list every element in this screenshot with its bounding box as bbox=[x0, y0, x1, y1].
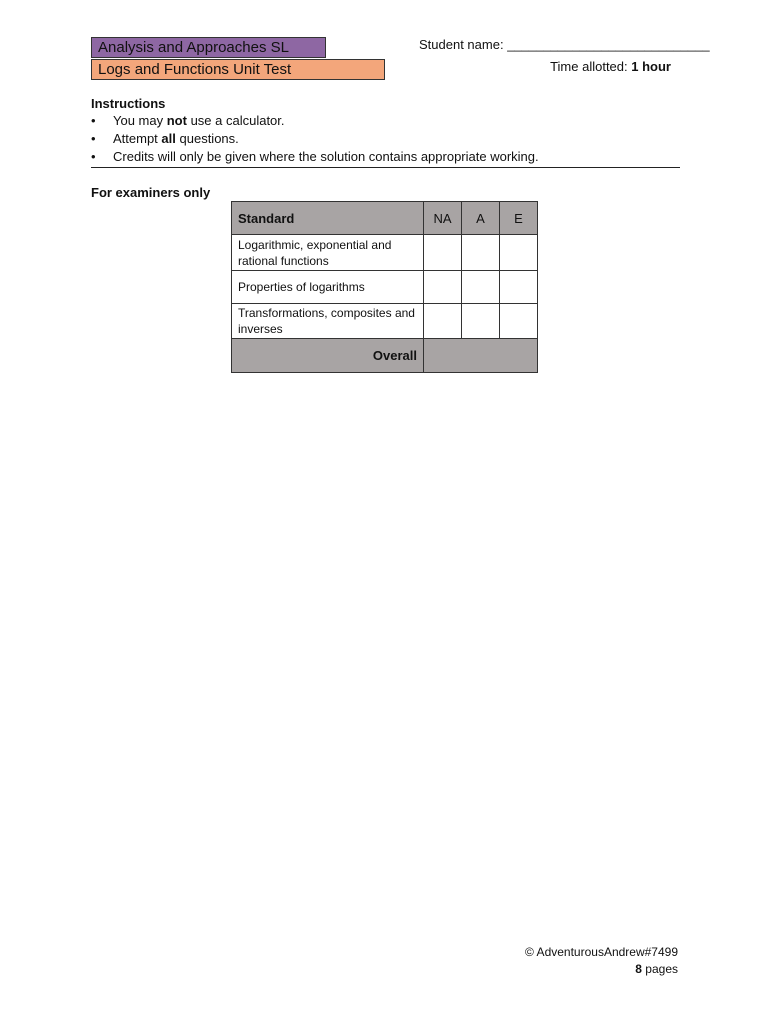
e-cell bbox=[500, 304, 538, 339]
na-cell bbox=[424, 235, 462, 271]
instruction-emphasis: not bbox=[166, 113, 187, 128]
time-label: Time allotted: bbox=[550, 59, 628, 74]
time-value: 1 hour bbox=[631, 59, 671, 74]
student-name-label: Student name: bbox=[419, 37, 504, 52]
time-allotted bbox=[550, 59, 671, 74]
table-row bbox=[232, 271, 538, 304]
a-cell bbox=[462, 235, 500, 271]
instruction-emphasis: all bbox=[161, 131, 176, 146]
copyright: © AdventurousAndrew#7499 bbox=[525, 945, 678, 959]
header-na: NA bbox=[424, 202, 462, 235]
overall-label: Overall bbox=[232, 339, 424, 373]
divider bbox=[91, 167, 680, 168]
course-title: Analysis and Approaches SL bbox=[91, 37, 326, 58]
e-cell bbox=[500, 271, 538, 304]
examiners-heading: For examiners only bbox=[91, 185, 211, 200]
table-row bbox=[232, 235, 538, 271]
a-cell bbox=[462, 304, 500, 339]
standard-cell: Logarithmic, exponential and rational functions bbox=[232, 235, 424, 271]
standard-cell: Properties of logarithms bbox=[232, 271, 424, 304]
page-count-number: 8 bbox=[635, 962, 642, 976]
table-row bbox=[232, 304, 538, 339]
student-name-field bbox=[419, 37, 710, 52]
table-header-row bbox=[232, 202, 538, 235]
instruction-text: Attempt bbox=[113, 131, 162, 146]
header-e: E bbox=[500, 202, 538, 235]
instruction-item bbox=[91, 130, 539, 148]
instruction-text: Credits will only be given where the solution contains appropriate working. bbox=[113, 149, 539, 164]
pages-label: pages bbox=[645, 962, 678, 976]
standard-cell: Transformations, composites and inverses bbox=[232, 304, 424, 339]
overall-cell bbox=[424, 339, 538, 373]
instructions-list bbox=[91, 112, 539, 166]
na-cell bbox=[424, 271, 462, 304]
overall-row bbox=[232, 339, 538, 373]
header-standard: Standard bbox=[232, 202, 424, 235]
instruction-text: questions. bbox=[175, 131, 239, 146]
e-cell bbox=[500, 235, 538, 271]
unit-test-title: Logs and Functions Unit Test bbox=[91, 59, 385, 80]
a-cell bbox=[462, 271, 500, 304]
header-a: A bbox=[462, 202, 500, 235]
examiner-table bbox=[231, 201, 538, 373]
na-cell bbox=[424, 304, 462, 339]
instruction-item bbox=[91, 148, 539, 166]
instruction-item bbox=[91, 112, 539, 130]
instructions-heading: Instructions bbox=[91, 96, 166, 111]
student-name-line: ____________________________ bbox=[507, 37, 710, 52]
page-count bbox=[635, 962, 678, 976]
instruction-text: use a calculator. bbox=[186, 113, 285, 128]
instruction-text: You may bbox=[113, 113, 167, 128]
